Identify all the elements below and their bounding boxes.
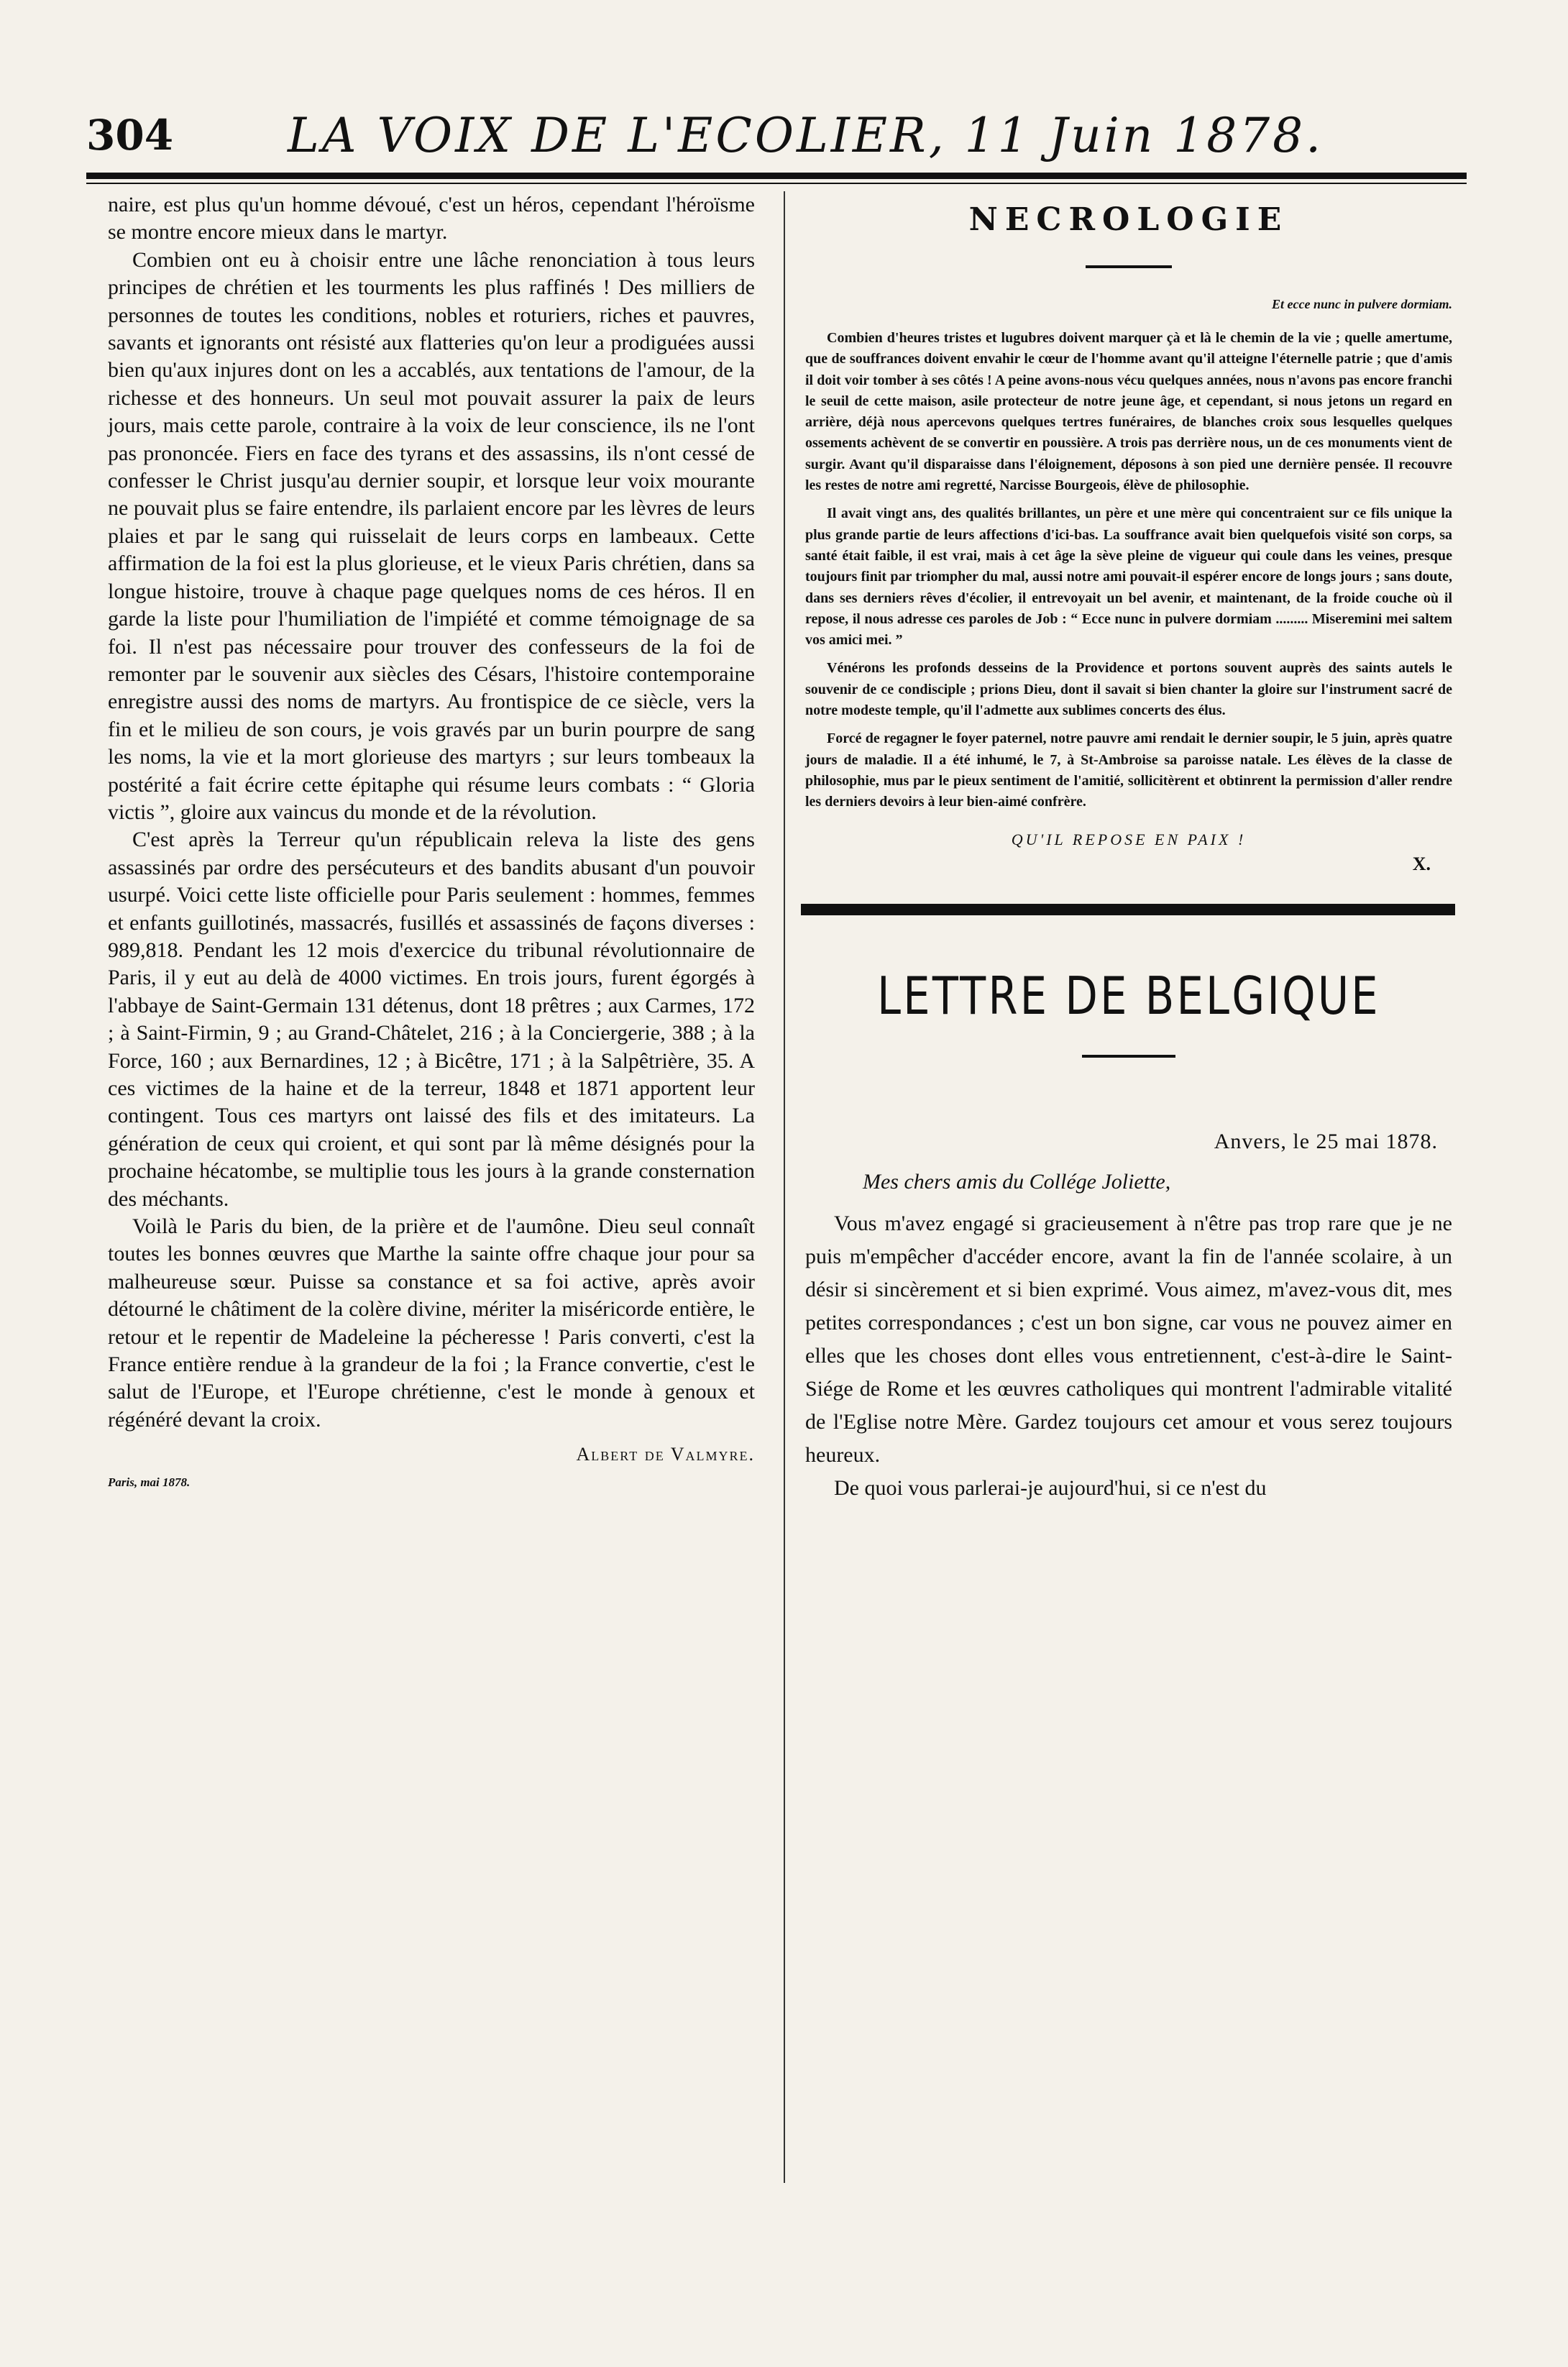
title-rule: [1082, 1055, 1175, 1058]
necrologie-signature: X.: [1412, 853, 1431, 874]
running-title: LA VOIX DE L'ECOLIER, 11 Juin 1878.: [288, 108, 1324, 163]
letter-dateline: Anvers, le 25 mai 1878.: [1214, 1129, 1438, 1153]
necrologie-paragraph: Combien d'heures tristes et lugubres doivent marquer çà et là le chemin de la vie ; quelle amertume, que de souffrances doivent envahir le cœur de l'homme avant qu'il atteigne l'éternelle patrie ; que d'amis il doit voir tomber à ses côtés ! A peine avons-nous vécu quelques années, nous n'avons pas encore franchi le seuil de cette maison, asile protecteur de notre jeune âge, et cependant, si nous jetons un regard en arrière, déjà nous apercevons quelques tertres funéraires, de blanches croix sous lesquelles quelques ossements achèvent de se convertir en poussière. A trois pas derrière nous, un de ces monuments vient de surgir. Avant qu'il disparaisse dans l'éloignement, déposons à son pied une dernière pensée. Il recouvre les restes de notre ami regretté, Narcisse Bourgeois, élève de philosophie.: [805, 330, 1452, 494]
necrologie-paragraph: Vénérons les profonds desseins de la Providence et portons souvent auprès des saints autels le souvenir de ce condisciple ; prions Dieu, dont il savait si bien chanter la gloire sur l'instrument sacré de notre modeste temple, qu'il l'admette aux sublimes concerts des élus.: [805, 660, 1452, 719]
article-signature: Albert de Valmyre.: [576, 1444, 755, 1465]
title-rule: [1086, 265, 1172, 268]
letter-salutation: Mes chers amis du Collége Joliette,: [863, 1169, 1171, 1194]
article-paragraph: Voilà le Paris du bien, de la prière et de l'aumône. Dieu seul connaît toutes les bonnes œuvres que Marthe la sainte offre chaque jour pour sa malheureuse sœur. Puisse sa constance et sa foi active, après avoir détourné le châtiment de la colère divine, mériter la miséricorde entière, le retour et le repentir de Madeleine la pécheresse ! Paris converti, c'est la France entière rendue à la grandeur de la foi ; la France convertie, c'est le salut de l'Europe, et l'Europe chrétienne, c'est le monde à genoux et régénéré devant la croix.: [108, 1214, 755, 1432]
article-paragraph: naire, est plus qu'un homme dévoué, c'est un héros, cependant l'héroïsme se montre encore mieux dans le martyr.: [108, 193, 755, 244]
necrologie-paragraph: Il avait vingt ans, des qualités brillantes, un père et une mère qui concentraient sur ce fils unique la plus grande partie de leurs affections d'ici-bas. La souffrance avait bien quelquefois visité son corps, sa santé était faible, il est vrai, mais à cet âge la sève pleine de vigueur qui coule dans les veines, presque toujours finit par triompher du mal, aussi notre ami pouvait-il espérer encore de longs jours ; sans doute, dans ses derniers rêves d'écolier, il entrevoyait un bel avenir, et maintenant, de la froide couche où il repose, il nous adresse ces paroles de Job : “ Ecce nunc in pulvere dormiam ......... Miseremini mei saltem vos amici mei. ”: [805, 505, 1452, 649]
header-rule-thin: [86, 183, 1467, 184]
necrologie-section: [805, 201, 1452, 875]
letter-paragraph: De quoi vous parlerai-je aujourd'hui, si ce n'est du: [834, 1475, 1267, 1500]
necrologie-title: NECROLOGIE: [968, 201, 1289, 238]
header-rule: [86, 173, 1467, 179]
article-dateline: Paris, mai 1878.: [108, 1475, 191, 1490]
letter-paragraph: Vous m'avez engagé si gracieusement à n'être pas trop rare que je ne puis m'empêcher d'accéder encore, avant la fin de l'année scolaire, à un désir si sincèrement et si bien exprimé. Vous aimez, m'avez-vous dit, mes petites correspondances ; c'est un bon signe, car vous ne pouvez aimer en elles que les choses dont elles vous entretiennent, c'est-à-dire le Saint-Siége de Rome et les œuvres catholiques qui montrent l'admirable vitalité de l'Eglise notre Mère. Gardez toujours cet amour et vous serez toujours heureux.: [805, 1211, 1452, 1467]
column-divider: [784, 191, 785, 2183]
necrologie-epigraph: Et ecce nunc in pulvere dormiam.: [1272, 297, 1452, 311]
necrologie-paragraph: Forcé de regagner le foyer paternel, notre pauvre ami rendait le dernier soupir, le 5 juin, après quatre jours de maladie. Il a été inhumé, le 7, à St-Ambroise sa paroisse natale. Les élèves de la classe de philosophie, mus par le pieux sentiment de l'amitié, sollicitèrent et obtinrent la permission d'aller rendre les derniers devoirs à leur bien-aimé confrère.: [805, 731, 1452, 810]
letter-section: [805, 966, 1452, 1505]
right-column: [805, 191, 1452, 1505]
article-paragraph: C'est après la Terreur qu'un républicain releva la liste des gens assassinés par ordre des persécuteurs et des bandits abusant d'un pouvoir usurpé. Voici cette liste officielle pour Paris seulement : hommes, femmes et enfants guillotinés, massacrés, fusillés et assassinés de façons diverses : 989,818. Pendant les 12 mois d'exercice du tribunal révolutionnaire de Paris, il y eut au delà de 4000 victimes. En trois jours, furent égorgés à l'abbaye de Saint-Germain 131 détenus, dont 18 prêtres ; aux Carmes, 172 ; à Saint-Firmin, 9 ; au Grand-Châtelet, 216 ; à la Conciergerie, 388 ; à la Force, 160 ; aux Bernardines, 12 ; à Bicêtre, 171 ; à la Salpêtrière, 35. A ces victimes de la haine et de la terreur, 1848 et 1871 apportent leur contingent. Tous ces martyrs ont laissé des fils et des imitateurs. La génération de ceux qui croient, et qui sont par là même désignés pour la prochaine hécatombe, se multiplie tous les jours à la grande consternation des méchants.: [108, 828, 755, 1211]
necrologie-closing: QU'IL REPOSE EN PAIX !: [1011, 830, 1247, 848]
page-header: [86, 108, 1467, 173]
page-number: 304: [86, 111, 174, 160]
letter-title: LETTRE DE BELGIQUE: [877, 965, 1380, 1026]
left-column: [108, 191, 755, 1490]
article-paragraph: Combien ont eu à choisir entre une lâche renonciation à tous leurs principes de chrétien et les tourments les plus raffinés ! Des milliers de personnes de toutes les conditions, nobles et roturiers, riches et pauvres, savants et ignorants ont résisté aux flatteries qu'on leur a prodiguées aussi bien qu'aux injures dont on les a accablés, aux tentations de l'amour, de la richesse et des honneurs. Un seul mot pouvait assurer la paix de leurs jours, mais cette parole, contraire à la voix de leur conscience, ils ne l'ont pas prononcée. Fiers en face des tyrans et des assassins, ils n'ont cessé de confesser le Christ jusqu'au dernier soupir, et lorsque leur voix mourante ne pouvait plus se faire entendre, ils parlaient encore par les lèvres de leurs plaies et par le sang qui ruisselait de leurs corps en lambeaux. Cette affirmation de la foi est la plus glorieuse, et le vieux Paris chrétien, dans sa longue histoire, trouve à chaque page quelques noms de ces héros. Il en garde la liste pour l'humiliation de l'impiété et comme témoignage de sa foi. Il n'est pas nécessaire pour trouver des confesseurs de la foi de remonter par le souvenir aux siècles des Césars, l'histoire contemporaine enregistre aussi des noms de martyrs. Au frontispice de ce siècle, vers la fin et le milieu de son cours, je vois gravés par un burin pourpre de sang les noms, la vie et la mort glorieuse des martyrs ; sur leurs tombeaux la postérité a fait écrire cette épitaphe qui résume leurs combats : “ Gloria victis ”, gloire aux vaincus du monde et de la révolution.: [108, 247, 755, 824]
section-separator-rule: [801, 904, 1455, 915]
